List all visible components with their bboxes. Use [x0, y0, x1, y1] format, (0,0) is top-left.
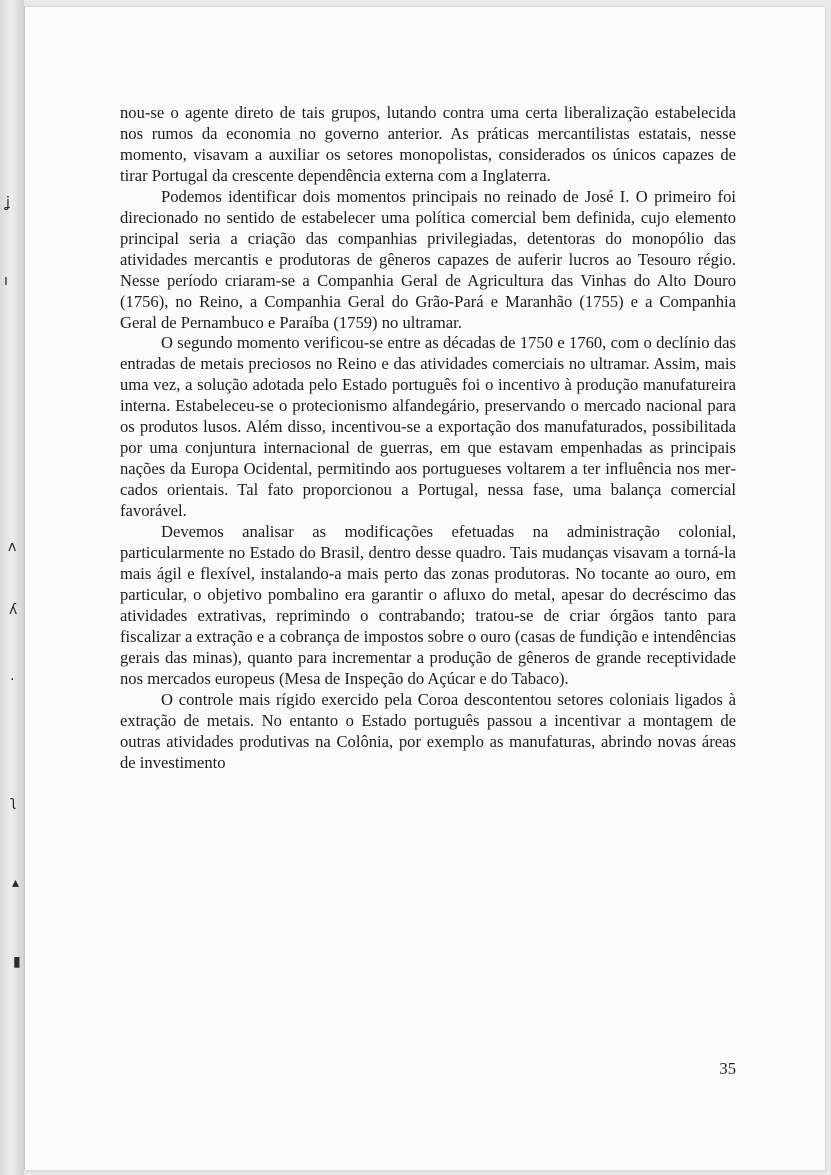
paragraph-2: Podemos identificar dois momentos principais no reinado de José I. O primeiro foi direcionado no sentido de estabelecer uma política comercial bem definida, cujo elemento principal seria a criação das companhias privilegiadas, detentoras do monopólio das atividades mercantis e produtoras de gêneros capazes de auferir lucros ao Tesouro régio. Nesse período criaram-se a Companhia Geral de Agricultura das Vinhas do Alto Douro (1756), no Reino, a Companhia Geral do Grão-Pará e Maranhão (1755) e a Companhia Geral de Pernambuco e Paraíba (1759) no ultramar.: [120, 186, 736, 332]
paragraph-3: O segundo momento verificou-se entre as décadas de 1750 e 1760, com o declínio das entradas de metais preciosos no Reino e das atividades comerciais no ultramar. Assim, mais uma vez, a solução adotada pelo Estado português foi o incentivo à produção manufatureira interna. Estabeleceu-se o protecionismo alfandegário, preservando o mercado nacional para os produtos lusos. Além disso, incentivou-se a exportação dos manufaturados, possibilitada por uma conjuntura internacional de guerras, em que estavam empenhadas as principais nações da Europa Ocidental, permitindo aos portugueses voltarem a ter influência nos mercados orientais. Tal fato proporcionou a Portugal, nessa fase, uma balança comercial favorável.: [120, 333, 736, 521]
margin-mark-8: ▮: [13, 954, 21, 970]
paragraph-4: Devemos analisar as modificações efetuadas na administração colonial, particularmente no Estado do Brasil, dentro desse quadro. Tais mudanças visavam a torná-la mais ágil e flexível, instalando-a mais perto das zonas produtoras. No tocante ao ouro, em particular, o objetivo pombalino era garantir o afluxo do metal, apesar do decréscimo das atividades extrativas, reprimindo o contrabando; tratou-se de criar órgãos tanto para fiscalizar a extração e a cobrança de impostos sobre o ouro (casas de fundição e intendências gerais das minas), quanto para incrementar a produção de gêneros de grande receptividade nos mercados europeus (Mesa de Inspeção do Açúcar e do Tabaco).: [120, 522, 736, 688]
paragraph-5: O controle mais rígido exercido pela Coroa descontentou setores coloniais ligados à extração de metais. No entanto o Estado português passou a incentivar a montagem de outras atividades produtivas na Colônia, por exemplo as manufaturas, abrindo novas áreas de investimento: [120, 689, 736, 772]
paragraph-1: nou-se o agente direto de tais grupos, lutando contra uma certa liberalização estabelecida nos rumos da economia no governo anterior. As práticas mercantilistas estatais, nesse momento, visavam a auxiliar os setores monopolistas, considerados os únicos capazes de tirar Portugal da crescente dependência externa com a Inglaterra.: [120, 103, 736, 185]
body-text: [120, 103, 736, 774]
page-number: 35: [719, 1059, 736, 1078]
margin-mark-5: ·: [10, 672, 15, 688]
margin-mark-4: ʎ: [9, 602, 18, 618]
book-binding-edge: [0, 0, 24, 1175]
margin-mark-7: ▴: [12, 875, 20, 891]
margin-mark-2: ı: [4, 273, 8, 289]
margin-mark-1: ʝ: [6, 195, 11, 211]
margin-mark-6: ʅ: [10, 794, 17, 810]
margin-mark-3: ʌ: [8, 539, 17, 555]
